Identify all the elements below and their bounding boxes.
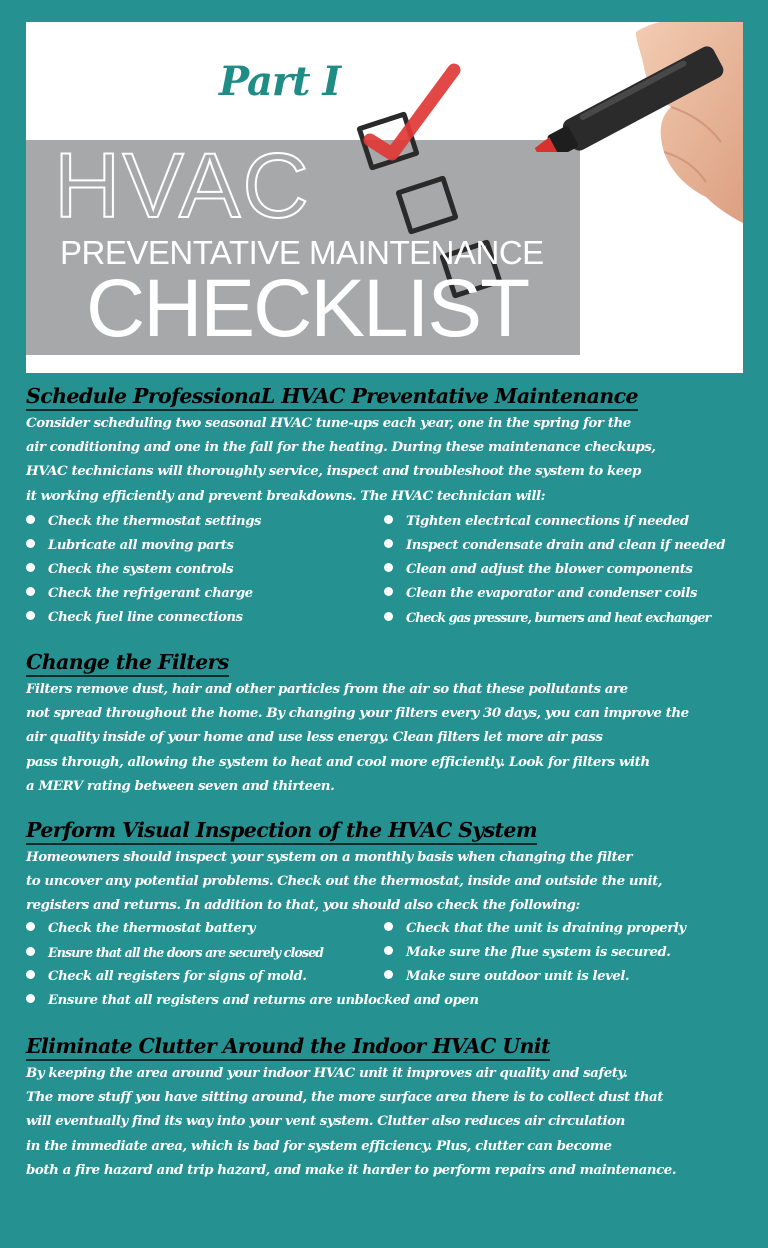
bullet-icon <box>26 611 35 620</box>
bullet-icon <box>26 539 35 548</box>
list-item: Check the thermostat settings <box>26 510 261 534</box>
list-item: Ensure that all registers and returns are unblocked and open <box>26 989 479 1013</box>
bullet-icon <box>26 994 35 1003</box>
list-item: Check gas pressure, burners and heat exchanger <box>384 606 710 630</box>
bullet-icon <box>384 587 393 596</box>
paragraph-line: it working efficiently and prevent breakdowns. The HVAC technician will: <box>26 487 546 504</box>
list-item: Tighten electrical connections if needed <box>384 510 689 534</box>
paragraph-line: pass through, allowing the system to heat and cool more efficiently. Look for filters with <box>26 753 650 770</box>
section-change-filters <box>26 650 756 798</box>
bullet-icon <box>384 946 393 955</box>
section-eliminate-clutter <box>26 1034 756 1182</box>
section-professional-maintenance <box>26 384 756 508</box>
part-label: Part I <box>219 58 341 105</box>
paragraph-line: will eventually find its way into your vent system. Clutter also reduces air circulation <box>26 1113 625 1130</box>
list-item: Check the refrigerant charge <box>26 582 253 606</box>
paragraph-line: to uncover any potential problems. Check out the thermostat, inside and outside the unit, <box>26 873 663 890</box>
paragraph-line: HVAC technicians will thoroughly service, inspect and troubleshoot the system to keep <box>26 463 641 480</box>
section-heading: Perform Visual Inspection of the HVAC System <box>26 818 537 845</box>
paragraph-line: By keeping the area around your indoor HVAC unit it improves air quality and safety. <box>26 1065 628 1081</box>
list-item: Lubricate all moving parts <box>26 534 234 558</box>
red-checkmark-icon <box>356 62 476 162</box>
bullet-icon <box>384 970 393 979</box>
bullet-icon <box>384 612 393 621</box>
paragraph-line: Consider scheduling two seasonal HVAC tune-ups each year, one in the spring for the <box>26 415 631 431</box>
section-heading: Eliminate Clutter Around the Indoor HVAC Unit <box>26 1034 550 1061</box>
bullet-icon <box>384 539 393 548</box>
section-paragraph <box>26 411 756 508</box>
bullet-icon <box>26 922 35 931</box>
list-item: Ensure that all the doors are securely closed <box>26 941 323 965</box>
list-item: Clean the evaporator and condenser coils <box>384 582 697 606</box>
bullet-icon <box>384 515 393 524</box>
paragraph-line: not spread throughout the home. By changing your filters every 30 days, you can improve the <box>26 705 689 722</box>
section-visual-inspection <box>26 818 756 918</box>
list-item: Check the system controls <box>26 558 233 582</box>
banner-title-hvac: HVAC <box>54 135 311 237</box>
bullet-icon <box>26 563 35 572</box>
paragraph-line: Homeowners should inspect your system on a monthly basis when changing the filter <box>26 849 632 865</box>
paragraph-line: air quality inside of your home and use less energy. Clean filters let more air pass <box>26 729 603 746</box>
section-paragraph <box>26 1061 756 1182</box>
bullet-icon <box>26 970 35 979</box>
list-item: Clean and adjust the blower components <box>384 558 692 582</box>
bullet-icon <box>26 587 35 596</box>
banner-title-checklist: CHECKLIST <box>86 263 529 354</box>
section-heading: Schedule ProfessionaL HVAC Preventative Maintenance <box>26 384 638 411</box>
section-paragraph <box>26 677 756 798</box>
paragraph-line: in the immediate area, which is bad for system efficiency. Plus, clutter can become <box>26 1137 612 1154</box>
paragraph-line: both a fire hazard and trip hazard, and make it harder to perform repairs and maintenance. <box>26 1161 677 1178</box>
list-item: Make sure the flue system is secured. <box>384 941 670 965</box>
bullet-icon <box>384 563 393 572</box>
paragraph-line: Filters remove dust, hair and other particles from the air so that these pollutants are <box>26 681 628 697</box>
list-item: Check the thermostat battery <box>26 917 255 941</box>
list-item: Inspect condensate drain and clean if needed <box>384 534 725 558</box>
bullet-icon <box>26 947 35 956</box>
list-item: Check fuel line connections <box>26 606 243 630</box>
paragraph-line: air conditioning and one in the fall for the heating. During these maintenance checkups, <box>26 439 656 456</box>
bullet-icon <box>26 515 35 524</box>
list-item: Check that the unit is draining properly <box>384 917 686 941</box>
section-paragraph <box>26 845 756 918</box>
marker-pen-icon <box>516 42 743 152</box>
list-item: Check all registers for signs of mold. <box>26 965 307 989</box>
banner-subtitle: PREVENTATIVE MAINTENANCE <box>60 234 544 271</box>
section-heading: Change the Filters <box>26 650 229 677</box>
bullet-icon <box>384 922 393 931</box>
header-banner-image <box>26 22 743 373</box>
list-item: Make sure outdoor unit is level. <box>384 965 629 989</box>
paragraph-line: a MERV rating between seven and thirteen. <box>26 777 335 794</box>
paragraph-line: registers and returns. In addition to that, you should also check the following: <box>26 897 580 914</box>
paragraph-line: The more stuff you have sitting around, the more surface area there is to collect dust that <box>26 1089 663 1106</box>
